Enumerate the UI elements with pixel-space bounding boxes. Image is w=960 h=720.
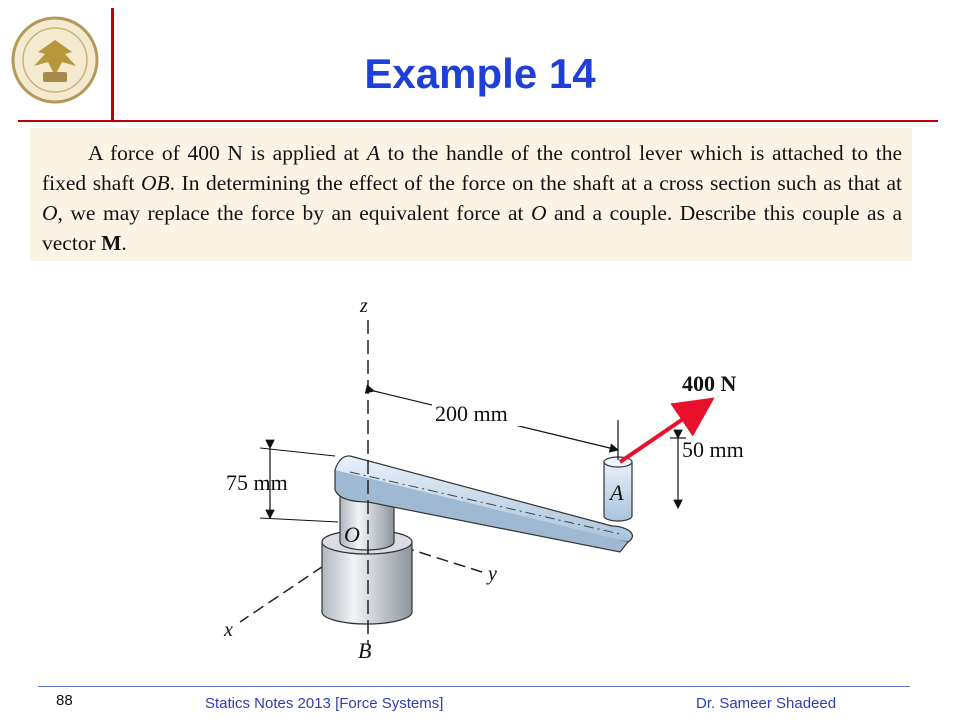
axis-z-label: z [360, 295, 368, 317]
footer-course-title: Statics Notes 2013 [Force Systems] [205, 695, 444, 712]
dim-50-label: 50 mm [682, 437, 744, 462]
dim-200-label: 200 mm [435, 401, 508, 426]
axis-y-label: y [488, 563, 497, 585]
problem-statement: A force of 400 N is applied at A to the handle of the control lever which is attached to the fixed shaft OB. In determining the effect of the force on the shaft at a cross section such as that at O, we may replace the force by an equivalent force at O and a couple. Describe this couple as a vector M. [30, 128, 912, 261]
point-b-label: B [358, 638, 372, 663]
dim-75-label: 75 mm [226, 470, 288, 495]
force-label: 400 N [682, 371, 737, 396]
footer-author: Dr. Sameer Shadeed [696, 695, 837, 712]
axis-x-label: x [224, 619, 233, 641]
lever-figure [200, 290, 800, 670]
slide-title: Example 14 [364, 50, 596, 97]
point-a-label: A [610, 480, 624, 505]
page-number: 88 [56, 692, 73, 709]
header-divider-horizontal [18, 120, 938, 122]
footer-divider [38, 686, 910, 687]
point-o-label: O [344, 522, 360, 547]
